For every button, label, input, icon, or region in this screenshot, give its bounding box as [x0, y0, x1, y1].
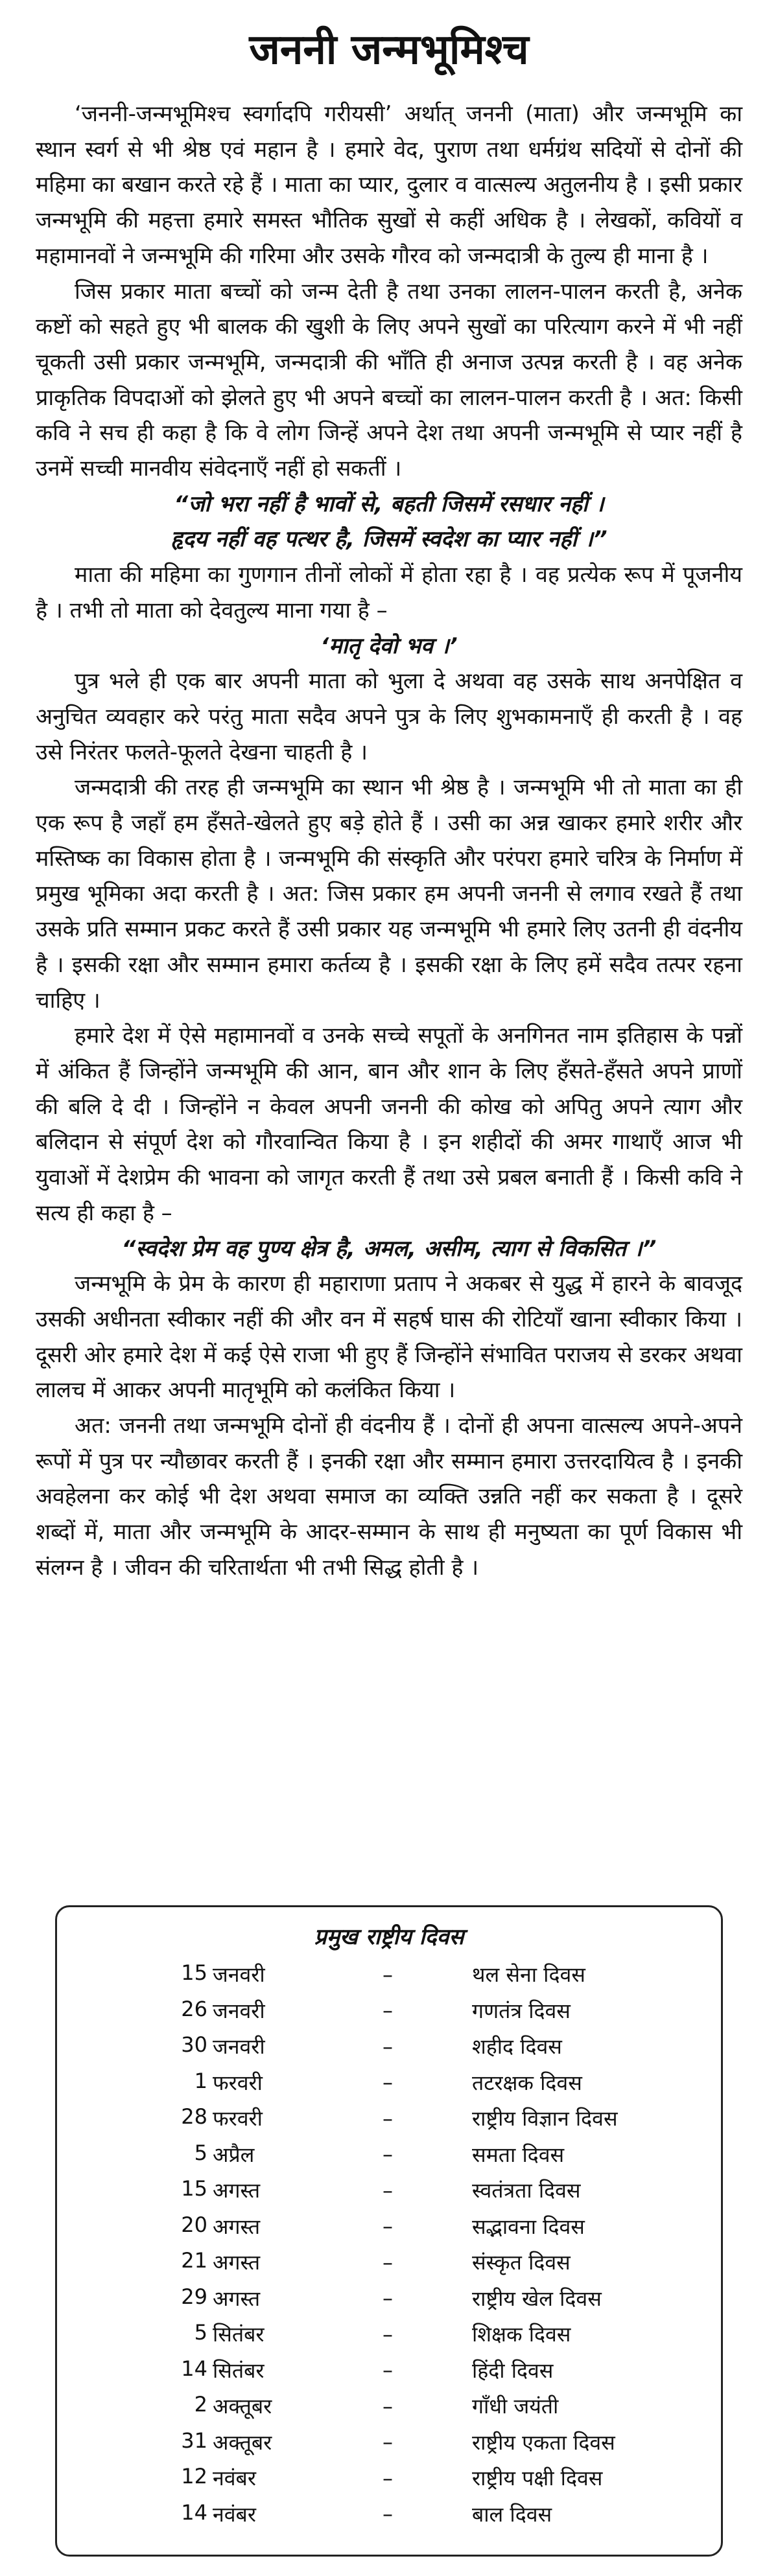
paragraph: जन्मभूमि के प्रेम के कारण ही महाराणा प्रताप ने अकबर से युद्ध में हारने के बावजूद उसकी अधीनता स्वीकार नहीं की और वन में सहर्ष घास की रोटियाँ खाना स्वीकार किया । दूसरी ओर हमारे देश में कई ऐसे राजा भी हुए हैं जिन्होंने संभावित पराजय से डरकर अथवा लालच में आकर अपनी मातृभूमि को कलंकित किया ।: [36, 1271, 742, 1404]
event-name: स्वतंत्रता दिवस: [472, 2178, 581, 2203]
date-day: 5: [194, 2140, 207, 2165]
date-day: 26: [181, 1996, 207, 2021]
date-day: 12: [181, 2464, 207, 2489]
dash-separator: –: [383, 2465, 393, 2490]
national-days-table: [55, 1905, 723, 2557]
dash-separator: –: [383, 2034, 393, 2059]
poem-line: “जो भरा नहीं है भावों से, बहती जिसमें रसधार नहीं ।: [174, 491, 604, 517]
poem-quote: “स्वदेश प्रेम वह पुण्य क्षेत्र है, अमल, असीम, त्याग से विकसित ।”: [121, 1235, 657, 1262]
paragraph: हमारे देश में ऐसे महामानवों व उनके सच्चे सपूतों के अनगिनत नाम इतिहास के पन्नों में अंकित हैं जिन्होंने जन्मभूमि की आन, बान और शान के लिए हँसते-हँसते अपने प्राणों की बलि दे दी । जिन्होंने न केवल अपनी जननी की कोख को अपितु अपने त्याग और बलिदान से संपूर्ण देश को गौरवान्वित किया है । इन शहीदों की अमर गाथाएँ आज भी युवाओं में देशप्रेम की भावना को जागृत करती हैं तथा उसे प्रबल बनाती हैं । किसी कवि ने सत्य ही कहा है –: [36, 1023, 742, 1226]
table-row: [83, 2209, 695, 2245]
dash-separator: –: [383, 2249, 393, 2275]
event-name: राष्ट्रीय एकता दिवस: [472, 2430, 615, 2455]
event-name: राष्ट्रीय पक्षी दिवस: [472, 2466, 603, 2491]
dash-separator: –: [383, 1962, 393, 1987]
date-month: फरवरी: [213, 2106, 263, 2131]
date-month: जनवरी: [213, 1998, 265, 2023]
page-title: जननी जन्मभूमिश्च: [249, 26, 529, 74]
dash-separator: –: [383, 2214, 393, 2239]
table-row: [83, 2424, 695, 2461]
date-month: अक्तूबर: [213, 2430, 272, 2455]
event-name: बाल दिवस: [472, 2501, 552, 2527]
table-row: [83, 2316, 695, 2352]
table-row: [83, 2280, 695, 2317]
table-row: [83, 2172, 695, 2209]
date-day: 29: [181, 2284, 207, 2309]
dash-separator: –: [383, 2142, 393, 2167]
paragraph: जन्मदात्री की तरह ही जन्मभूमि का स्थान भी श्रेष्ठ है । जन्मभूमि भी तो माता का ही एक रूप है जहाँ हम हँसते-खेलते हुए बड़े होते हैं । उसी का अन्न खाकर हमारे शरीर और मस्तिष्क का विकास होता है । जन्मभूमि की संस्कृति और परंपरा हमारे चरित्र के निर्माण में प्रमुख भूमिका अदा करती है । अत: जिस प्रकार हम अपनी जननी से लगाव रखते हैं तथा उसके प्रति सम्मान प्रकट करते हैं उसी प्रकार यह जन्मभूमि भी हमारे लिए उतनी ही वंदनीय है । इसकी रक्षा और सम्मान हमारा कर्तव्य है । इसकी रक्षा के लिए हमें सदैव तत्पर रहना चाहिए ।: [36, 774, 742, 1014]
dash-separator: –: [383, 2321, 393, 2347]
date-cell: [83, 2320, 303, 2348]
date-cell: [83, 2464, 303, 2492]
date-day: 15: [181, 1960, 207, 1986]
event-name: राष्ट्रीय खेल दिवस: [472, 2286, 602, 2311]
date-month: अगस्त: [213, 2178, 261, 2203]
paragraph: माता की महिमा का गुणगान तीनों लोकों में होता रहा है । वह प्रत्येक रूप में पूजनीय है । तभी तो माता को देवतुल्य माना गया है –: [36, 562, 742, 623]
dash-separator: –: [383, 2286, 393, 2311]
event-name: गाँधी जयंती: [472, 2394, 559, 2419]
table-row: [83, 2100, 695, 2137]
date-cell: [83, 2284, 303, 2312]
date-month: जनवरी: [213, 2034, 265, 2060]
sanskrit-quote: ‘मातृ देवो भव ।’: [320, 632, 458, 659]
date-cell: [83, 2141, 303, 2168]
date-cell: [83, 2212, 303, 2240]
date-cell: [83, 2032, 303, 2060]
date-month: अगस्त: [213, 2286, 261, 2311]
date-cell: [83, 2392, 303, 2420]
date-day: 14: [181, 2500, 207, 2525]
paragraph: अत: जननी तथा जन्मभूमि दोनों ही वंदनीय हैं । दोनों ही अपना वात्सल्य अपने-अपने रूपों में पुत्र पर न्यौछावर करती हैं । इनकी रक्षा और सम्मान हमारा उत्तरदायित्व है । इनकी अवहेलना कर कोई भी देश अथवा समाज का व्यक्ति उन्नति नहीं कर सकता है । दूसरे शब्दों में, माता और जन्मभूमि के आदर-सम्मान के साथ ही मनुष्यता का पूर्ण विकास भी संलग्न है । जीवन की चरितार्थता भी तभी सिद्ध होती है ।: [36, 1413, 742, 1581]
date-month: सितंबर: [213, 2322, 265, 2347]
date-day: 1: [194, 2068, 207, 2093]
table-rows: [83, 1956, 695, 2532]
date-day: 21: [181, 2248, 207, 2273]
table-row: [83, 2388, 695, 2424]
table-row: [83, 2065, 695, 2101]
event-name: शिक्षक दिवस: [472, 2322, 571, 2347]
date-cell: [83, 2428, 303, 2456]
date-month: फरवरी: [213, 2070, 263, 2095]
date-month: अक्तूबर: [213, 2394, 272, 2419]
event-name: थल सेना दिवस: [472, 1962, 585, 1988]
date-day: 20: [181, 2212, 207, 2237]
table-row: [83, 2028, 695, 2065]
event-name: सद्भावना दिवस: [472, 2214, 585, 2239]
table-row: [83, 2137, 695, 2173]
poem-line: हृदय नहीं वह पत्थर है, जिसमें स्वदेश का प्यार नहीं ।”: [171, 526, 607, 553]
paragraph: जिस प्रकार माता बच्चों को जन्म देती है तथा उनका लालन-पालन करती है, अनेक कष्टों को सहते हुए भी बालक की खुशी के लिए अपने सुखों का परित्याग करने में भी नहीं चूकती उसी प्रकार जन्मभूमि, जन्मदात्री की भाँति ही अनाज उत्पन्न करती है । वह अनेक प्राकृतिक विपदाओं को झेलते हुए भी अपने बच्चों का लालन-पालन करती है । अत: किसी कवि ने सच ही कहा है कि वे लोग जिन्हें अपने देश तथा अपनी जन्मभूमि से प्यार नहीं है उनमें सच्ची मानवीय संवेदनाएँ नहीं हो सकतीं ।: [36, 278, 742, 482]
date-cell: [83, 2069, 303, 2096]
dash-separator: –: [383, 2393, 393, 2419]
date-month: अगस्त: [213, 2250, 261, 2275]
event-name: शहीद दिवस: [472, 2034, 562, 2060]
table-row: [83, 1993, 695, 2029]
date-day: 30: [181, 2032, 207, 2058]
dash-separator: –: [383, 2430, 393, 2455]
dash-separator: –: [383, 2501, 393, 2527]
date-cell: [83, 2356, 303, 2384]
date-month: नवंबर: [213, 2466, 256, 2491]
event-name: तटरक्षक दिवस: [472, 2070, 582, 2095]
event-name: हिंदी दिवस: [472, 2358, 554, 2383]
event-name: समता दिवस: [472, 2142, 565, 2167]
date-day: 14: [181, 2356, 207, 2381]
table-row: [83, 2352, 695, 2389]
date-cell: [83, 2500, 303, 2528]
dash-separator: –: [383, 1998, 393, 2023]
date-day: 31: [181, 2428, 207, 2453]
table-title: प्रमुख राष्ट्रीय दिवस: [314, 1924, 464, 1950]
poem-quote: [36, 487, 742, 557]
date-cell: [83, 2104, 303, 2132]
table-row: [83, 2460, 695, 2496]
date-day: 28: [181, 2104, 207, 2129]
table-row: [83, 2496, 695, 2533]
date-month: सितंबर: [213, 2358, 265, 2383]
date-month: नवंबर: [213, 2501, 256, 2527]
paragraph: ‘जननी-जन्मभूमिश्च स्वर्गादपि गरीयसी’ अर्थात् जननी (माता) और जन्मभूमि का स्थान स्वर्ग से भी श्रेष्ठ एवं महान है । हमारे वेद, पुराण तथा धर्मग्रंथ सदियों से दोनों की महिमा का बखान करते रहे हैं । माता का प्यार, दुलार व वात्सल्य अतुलनीय है । इसी प्रकार जन्मभूमि की महत्ता हमारे समस्त भौतिक सुखों से कहीं अधिक है । लेखकों, कवियों व महामानवों ने जन्मभूमि की गरिमा और उसके गौरव को जन्मदात्री के तुल्य ही माना है ।: [36, 101, 742, 269]
event-name: गणतंत्र दिवस: [472, 1998, 571, 2023]
date-cell: [83, 2176, 303, 2204]
table-row: [83, 2244, 695, 2280]
date-cell: [83, 1997, 303, 2025]
event-name: राष्ट्रीय विज्ञान दिवस: [472, 2106, 618, 2131]
dash-separator: –: [383, 2106, 393, 2131]
date-month: अगस्त: [213, 2214, 261, 2239]
date-day: 5: [194, 2320, 207, 2345]
dash-separator: –: [383, 2070, 393, 2095]
paragraph: पुत्र भले ही एक बार अपनी माता को भुला दे अथवा वह उसके साथ अनपेक्षित व अनुचित व्यवहार करे परंतु माता सदैव अपने पुत्र के लिए शुभकामनाएँ ही करती है । वह उसे निरंतर फलते-फूलते देखना चाहती है ।: [36, 668, 742, 765]
table-row: [83, 1956, 695, 1993]
date-month: अप्रैल: [213, 2142, 255, 2167]
event-name: संस्कृत दिवस: [472, 2250, 571, 2275]
date-day: 2: [194, 2392, 207, 2417]
dash-separator: –: [383, 2177, 393, 2203]
date-month: जनवरी: [213, 1962, 265, 1988]
dash-separator: –: [383, 2358, 393, 2383]
date-day: 15: [181, 2176, 207, 2201]
essay-body: [36, 97, 742, 1586]
date-cell: [83, 2248, 303, 2276]
date-cell: [83, 1960, 303, 1988]
